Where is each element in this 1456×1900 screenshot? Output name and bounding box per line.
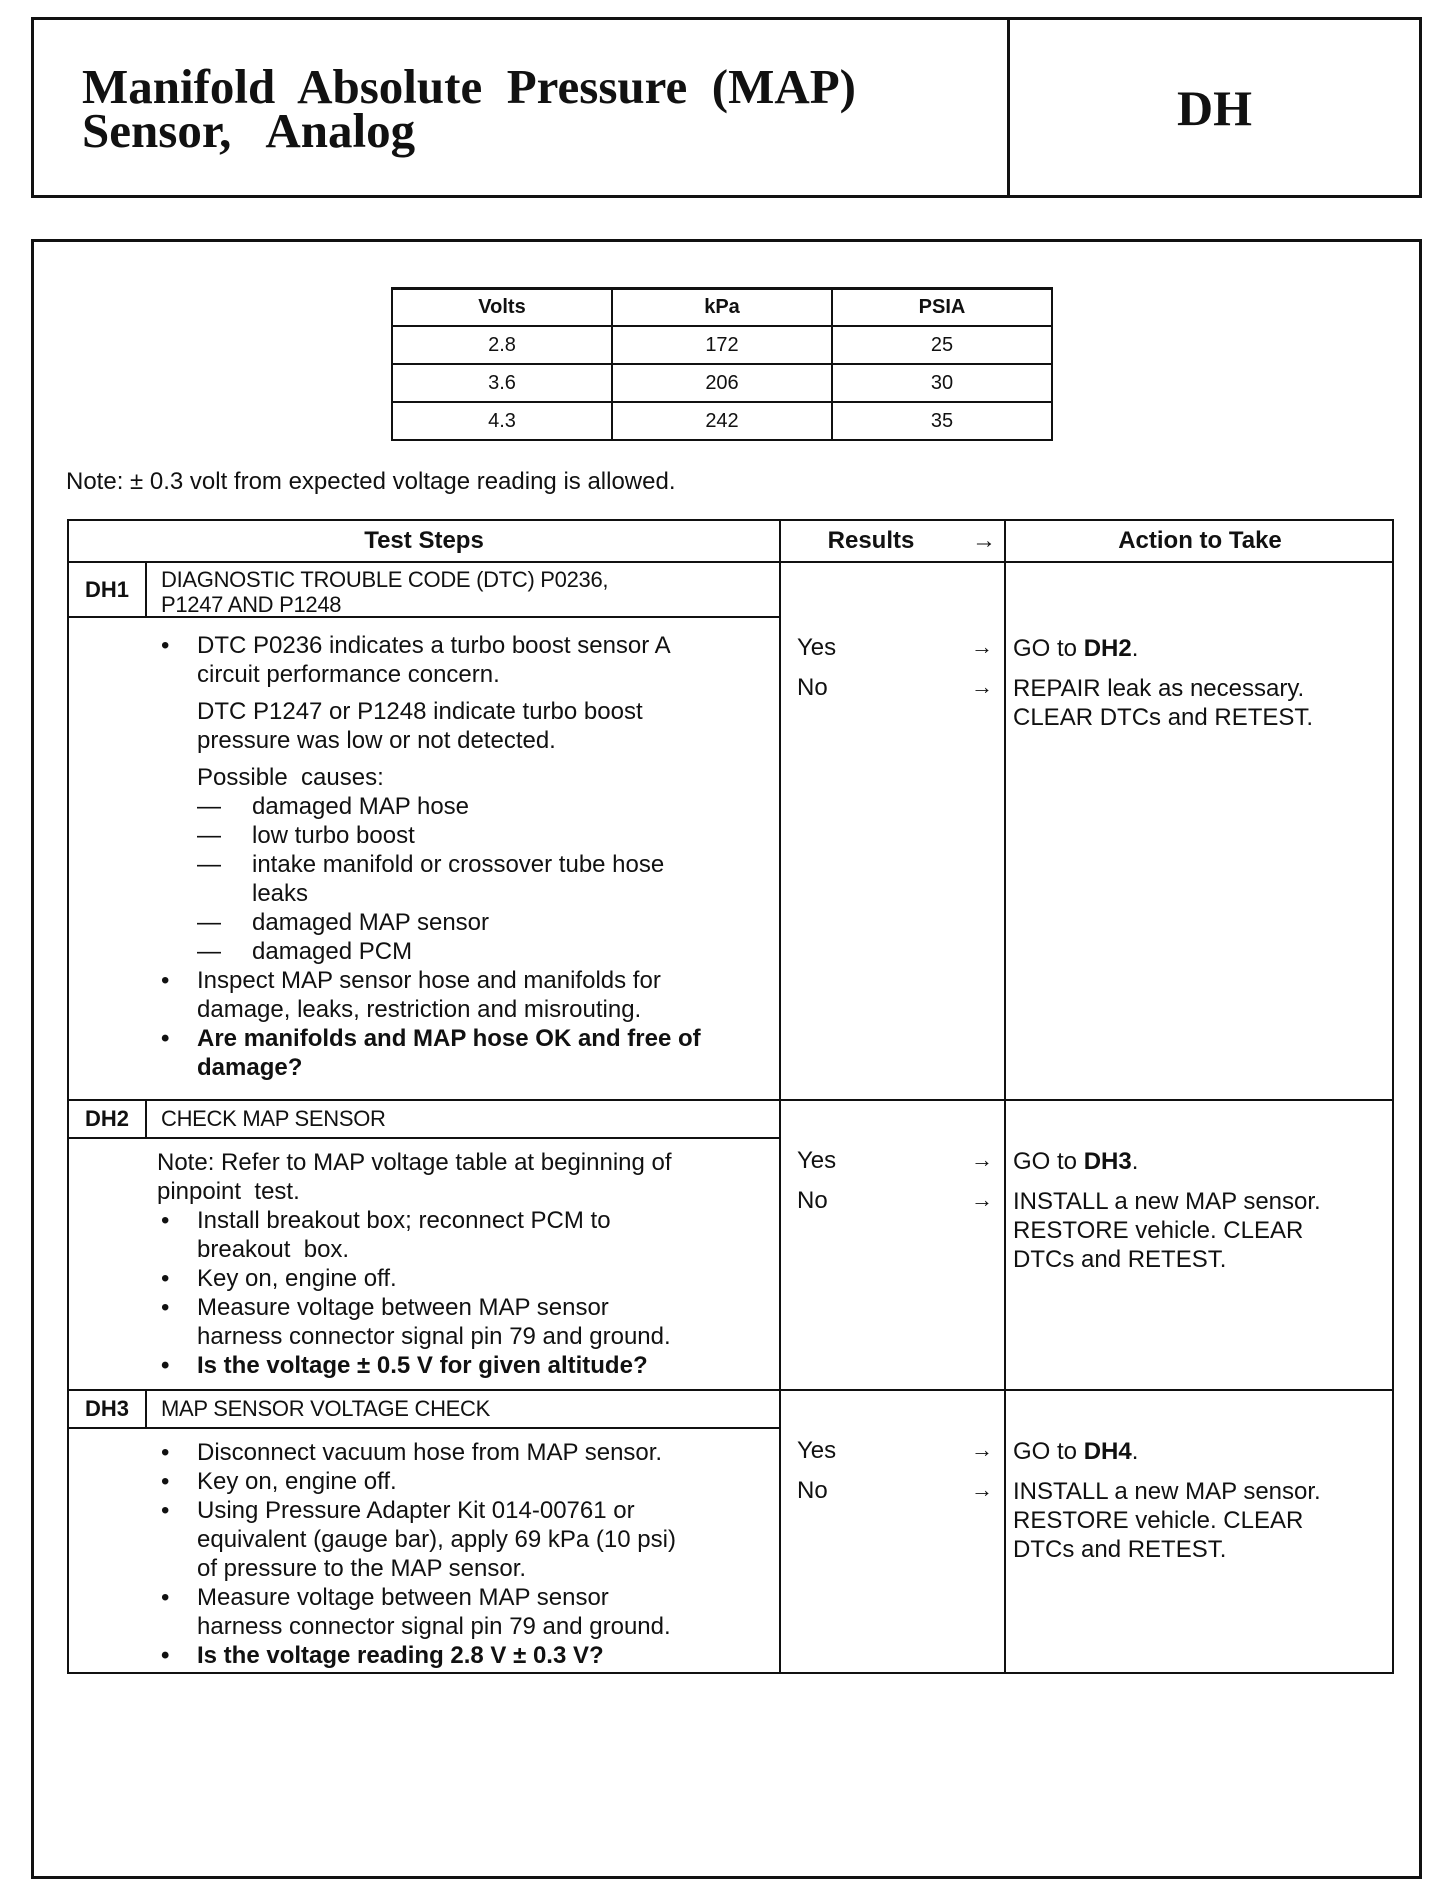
- action-no-dh3: [1013, 1477, 1383, 1564]
- text-line: damage?: [197, 1054, 303, 1081]
- step-id-dh1: DH1: [69, 563, 147, 616]
- arrow-right-icon: →: [971, 1477, 993, 1502]
- result-no: No: [797, 1187, 828, 1214]
- map-col-volts: Volts: [392, 289, 612, 327]
- text-line: pinpoint test.: [157, 1178, 300, 1205]
- map-table-header-row: [392, 289, 1052, 327]
- row-divider: [69, 1389, 1392, 1391]
- step-title-line: P1247 AND P1248: [161, 592, 342, 617]
- header-divider: [69, 561, 1392, 563]
- arrow-right-icon: →: [971, 1187, 993, 1212]
- table-cell: 35: [832, 402, 1052, 440]
- section-code: DH: [1177, 79, 1252, 136]
- text-line: equivalent (gauge bar), apply 69 kPa (10 psi): [197, 1526, 676, 1553]
- causes-label: Possible causes:: [197, 764, 384, 791]
- table-cell: 3.6: [392, 364, 612, 402]
- text-line: harness connector signal pin 79 and ground.: [197, 1613, 671, 1640]
- table-cell: 172: [612, 326, 832, 364]
- step-title-dh3: MAP SENSOR VOLTAGE CHECK: [161, 1396, 490, 1421]
- list-item: [157, 1206, 777, 1264]
- step-body-dh2: [157, 1148, 777, 1380]
- list-item: [157, 631, 777, 689]
- column-divider: [1004, 521, 1006, 1672]
- list-item: [157, 1496, 777, 1583]
- step-title-dh2: CHECK MAP SENSOR: [161, 1106, 386, 1131]
- map-col-kpa: kPa: [612, 289, 832, 327]
- step-question: • Is the voltage ± 0.5 V for given altitude?: [157, 1351, 777, 1380]
- list-item: • Key on, engine off.: [157, 1264, 777, 1293]
- list-item: — damaged MAP hose: [157, 792, 777, 821]
- title-cell: [34, 20, 1010, 195]
- step-question: [157, 1024, 777, 1082]
- result-yes: Yes: [797, 1437, 837, 1464]
- text-line: DTC P1247 or P1248 indicate turbo boost: [197, 698, 643, 725]
- step-title-dh1: [161, 567, 608, 617]
- action-no-dh1: [1013, 674, 1383, 732]
- table-cell: 2.8: [392, 326, 612, 364]
- text-line: pressure was low or not detected.: [197, 727, 556, 754]
- table-cell: 4.3: [392, 402, 612, 440]
- text-line: INSTALL a new MAP sensor.: [1013, 1188, 1321, 1215]
- text-line: circuit performance concern.: [197, 661, 500, 688]
- action-target: DH3: [1083, 1148, 1132, 1175]
- action-yes-dh2: [1013, 1147, 1383, 1176]
- action-text: .: [1131, 635, 1139, 662]
- text-line: • Measure voltage between MAP sensor: [197, 1584, 609, 1611]
- paragraph: [157, 1148, 777, 1206]
- table-cell: 25: [832, 326, 1052, 364]
- text-line: DTCs and RETEST.: [1013, 1536, 1227, 1563]
- table-row: [392, 326, 1052, 364]
- text-line: • DTC P0236 indicates a turbo boost sensor A: [197, 632, 671, 659]
- col-header-results: Results: [827, 527, 915, 554]
- text-line: REPAIR leak as necessary.: [1013, 675, 1305, 702]
- result-yes: Yes: [797, 634, 837, 661]
- result-no: No: [797, 1477, 828, 1504]
- step-body-dh1: [157, 631, 777, 1082]
- list-item: — damaged PCM: [157, 937, 777, 966]
- text-line: of pressure to the MAP sensor.: [197, 1555, 527, 1582]
- action-no-dh2: [1013, 1187, 1383, 1274]
- row-divider: [69, 1099, 1392, 1101]
- text-line: • Are manifolds and MAP hose OK and free of: [197, 1025, 701, 1052]
- list-item: [157, 850, 777, 908]
- table-row: [392, 402, 1052, 440]
- text-line: breakout box.: [197, 1236, 350, 1263]
- text-line: leaks: [252, 880, 309, 907]
- list-item: — low turbo boost: [157, 821, 777, 850]
- page-header: [31, 17, 1422, 198]
- step-body-dh3: [157, 1438, 777, 1670]
- text-line: — intake manifold or crossover tube hose: [252, 851, 665, 878]
- list-item: — damaged MAP sensor: [157, 908, 777, 937]
- text-line: • Using Pressure Adapter Kit 014-00761 or: [197, 1497, 635, 1524]
- page-title: [82, 59, 1007, 158]
- step-question: • Is the voltage reading 2.8 V ± 0.3 V?: [157, 1641, 777, 1670]
- voltage-tolerance-note: Note: ± 0.3 volt from expected voltage reading is allowed.: [66, 468, 676, 495]
- text-line: RESTORE vehicle. CLEAR: [1013, 1507, 1304, 1534]
- step-title-line: DIAGNOSTIC TROUBLE CODE (DTC) P0236,: [161, 567, 609, 592]
- action-text: .: [1131, 1438, 1139, 1465]
- text-line: harness connector signal pin 79 and ground.: [197, 1323, 671, 1350]
- text-line: damage, leaks, restriction and misrouting.: [197, 996, 642, 1023]
- list-item: [157, 966, 777, 1024]
- text-line: RESTORE vehicle. CLEAR: [1013, 1217, 1304, 1244]
- col-header-arrow-icon: →: [972, 527, 996, 554]
- text-line: Note: Refer to MAP voltage table at beginning of: [157, 1149, 672, 1176]
- col-header-test-steps: Test Steps: [364, 527, 484, 554]
- action-yes-dh3: [1013, 1437, 1383, 1466]
- table-cell: 206: [612, 364, 832, 402]
- title-divider: [69, 1427, 779, 1429]
- table-row: [392, 364, 1052, 402]
- title-line-1: Manifold Absolute Pressure (MAP): [82, 59, 856, 114]
- column-divider: [779, 521, 781, 1672]
- code-cell: [1010, 20, 1419, 195]
- arrow-right-icon: →: [971, 1437, 993, 1462]
- list-item: • Disconnect vacuum hose from MAP sensor.: [157, 1438, 777, 1467]
- step-id-dh3: DH3: [69, 1391, 147, 1427]
- step-id-dh2: DH2: [69, 1101, 147, 1137]
- col-header-action: Action to Take: [1118, 527, 1282, 554]
- text-line: CLEAR DTCs and RETEST.: [1013, 704, 1314, 731]
- action-text: .: [1131, 1148, 1139, 1175]
- list-item: • Key on, engine off.: [157, 1467, 777, 1496]
- text-line: • Inspect MAP sensor hose and manifolds for: [197, 967, 661, 994]
- action-yes-dh1: [1013, 634, 1383, 663]
- arrow-right-icon: →: [971, 1147, 993, 1172]
- table-cell: 30: [832, 364, 1052, 402]
- list-item: [157, 1583, 777, 1641]
- map-col-psia: PSIA: [832, 289, 1052, 327]
- paragraph: [157, 697, 777, 755]
- text-line: INSTALL a new MAP sensor.: [1013, 1478, 1321, 1505]
- arrow-right-icon: →: [971, 674, 993, 699]
- title-line-2: Sensor, Analog: [82, 103, 416, 158]
- action-text: GO to: [1013, 1438, 1084, 1465]
- list-item: [157, 1293, 777, 1351]
- title-divider: [69, 1137, 779, 1139]
- test-steps-table: [67, 519, 1394, 1674]
- main-content: [31, 239, 1422, 1879]
- text-line: • Measure voltage between MAP sensor: [197, 1294, 609, 1321]
- result-no: No: [797, 674, 828, 701]
- action-text: GO to: [1013, 635, 1084, 662]
- map-voltage-table: [391, 287, 1053, 441]
- text-line: • Install breakout box; reconnect PCM to: [197, 1207, 611, 1234]
- action-target: DH4: [1083, 1438, 1132, 1465]
- action-target: DH2: [1083, 635, 1132, 662]
- result-yes: Yes: [797, 1147, 837, 1174]
- action-text: GO to: [1013, 1148, 1084, 1175]
- table-cell: 242: [612, 402, 832, 440]
- arrow-right-icon: →: [971, 634, 993, 659]
- text-line: DTCs and RETEST.: [1013, 1246, 1227, 1273]
